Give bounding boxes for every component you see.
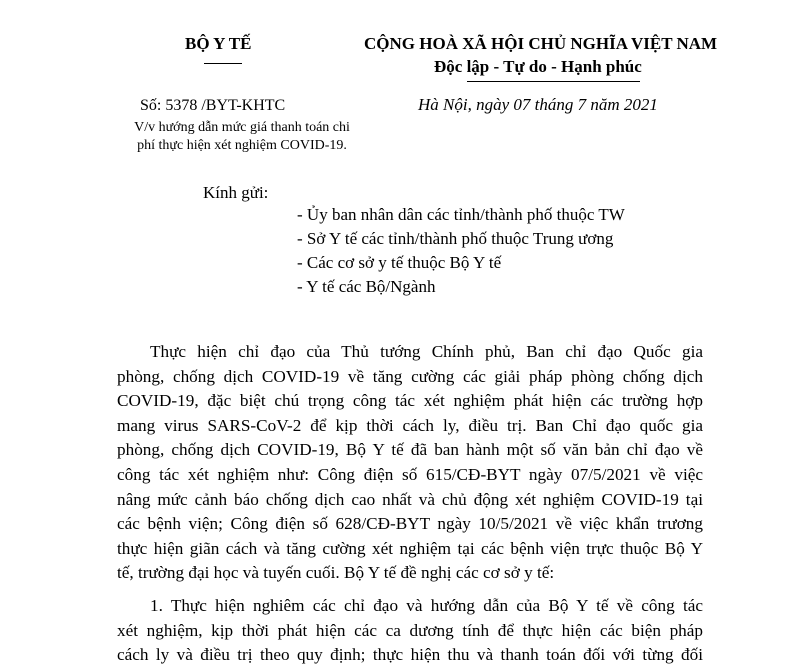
paragraph-line: mang virus SARS-CoV-2 để kịp thời cách ly, điều trị. Ban Chỉ đạo quốc gia (117, 415, 703, 435)
subject-line: phí thực hiện xét nghiệm COVID-19. (137, 138, 347, 153)
national-motto: Độc lập - Tự do - Hạnh phúc (434, 57, 642, 76)
national-title: CỘNG HOÀ XÃ HỘI CHỦ NGHĨA VIỆT NAM (364, 34, 718, 53)
body-paragraph-2 (117, 594, 703, 668)
paragraph-line: thực hiện giãn cách và tăng cường xét nghiệm tại các bệnh viện trực thuộc Bộ Y (117, 538, 703, 558)
paragraph-line: 1. Thực hiện nghiêm các chỉ đạo và hướng dẫn của Bộ Y tế về công tác (150, 596, 703, 615)
subject-line: V/v hướng dẫn mức giá thanh toán chi (134, 120, 350, 135)
paragraph-line: các bệnh viện; Công điện số 628/CĐ-BYT ngày 10/5/2021 về việc khẩn trương (117, 514, 703, 534)
paragraph-line: phòng, chống dịch COVID-19 về tăng cường các giải pháp phòng chống dịch (117, 366, 703, 386)
paragraph-line: phòng, chống dịch COVID-19, Bộ Y tế đã ban hành một số văn bản chỉ đạo về (117, 440, 703, 460)
paragraph-line: nâng mức cảnh báo chống dịch cao nhất và chủ động xét nghiệm COVID-19 tại (117, 489, 703, 509)
agency-underline (204, 63, 242, 64)
place-date: Hà Nội, ngày 07 tháng 7 năm 2021 (418, 95, 658, 114)
paragraph-line: công tác xét nghiệm như: Công điện số 615/CĐ-BYT ngày 07/5/2021 về việc (117, 464, 703, 484)
document-subject (102, 119, 382, 155)
agency-name: BỘ Y TẾ (185, 34, 252, 53)
body-paragraph-1 (117, 340, 703, 586)
paragraph-line: cách ly và điều trị theo quy định; thực hiện thu và thanh toán đối với từng đối (117, 645, 703, 665)
paragraph-line: xét nghiệm, kịp thời phát hiện các ca dương tính để thực hiện các biện pháp (117, 620, 703, 640)
recipient-item: - Y tế các Bộ/Ngành (297, 277, 436, 296)
recipient-item: - Ủy ban nhân dân các tỉnh/thành phố thuộc TW (297, 205, 625, 224)
greeting: Kính gửi: (203, 183, 269, 202)
paragraph-line: tế, trường đại học và tuyến cuối. Bộ Y tế đề nghị các cơ sở y tế: (117, 563, 555, 583)
recipient-item: - Sở Y tế các tỉnh/thành phố thuộc Trung ương (297, 229, 614, 248)
recipient-item: - Các cơ sở y tế thuộc Bộ Y tế (297, 253, 502, 272)
document-number: Số: 5378 /BYT-KHTC (140, 97, 286, 114)
paragraph-line: COVID-19, đặc biệt chú trọng công tác xét nghiệm phát hiện các trường hợp (117, 391, 703, 411)
motto-underline (467, 81, 640, 82)
paragraph-line: Thực hiện chỉ đạo của Thủ tướng Chính phủ, Ban chỉ đạo Quốc gia (150, 342, 703, 361)
